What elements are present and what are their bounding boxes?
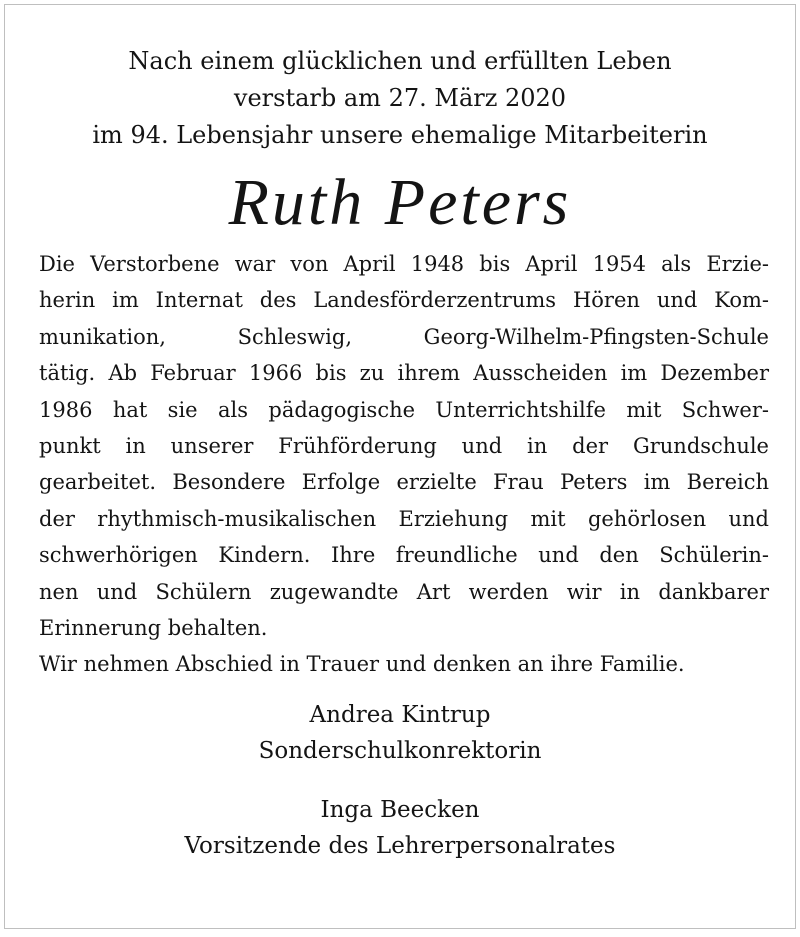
signatory-name: Andrea Kintrup bbox=[309, 702, 491, 728]
intro-line: Nach einem glücklichen und erfüllten Leben bbox=[128, 47, 672, 75]
signature-block bbox=[5, 697, 795, 769]
signatory-role: Sonderschulkonrektorin bbox=[258, 738, 542, 764]
obituary-notice bbox=[4, 4, 796, 929]
deceased-name: Ruth Peters bbox=[228, 166, 572, 239]
body-line: der rhythmisch-musikalischen Erziehung mit gehörlosen und bbox=[39, 506, 769, 531]
body-line: munikation, Schleswig, Georg-Wilhelm-Pfingsten-Schule bbox=[39, 324, 769, 349]
body-line: schwerhörigen Kindern. Ihre freundliche und den Schülerin- bbox=[39, 543, 769, 568]
signatory-role: Vorsitzende des Lehrerpersonalrates bbox=[184, 833, 616, 859]
body-line: punkt in unserer Frühförderung und in der Grundschule bbox=[39, 434, 769, 459]
signature-block bbox=[5, 792, 795, 864]
body-line: nen und Schülern zugewandte Art werden wir in dankbarer bbox=[39, 579, 769, 604]
body-line: tätig. Ab Februar 1966 bis zu ihrem Ausscheiden im Dezember bbox=[39, 361, 769, 386]
body-text bbox=[39, 246, 769, 683]
intro-text bbox=[5, 43, 795, 154]
body-line: Die Verstorbene war von April 1948 bis April 1954 als Erzie- bbox=[39, 252, 769, 276]
body-line: Erinnerung behalten. bbox=[39, 616, 268, 641]
body-line: Wir nehmen Abschied in Trauer und denken an ihre Familie. bbox=[39, 652, 685, 677]
intro-line: verstarb am 27. März 2020 bbox=[233, 84, 567, 112]
body-line: 1986 hat sie als pädagogische Unterrichtshilfe mit Schwer- bbox=[39, 397, 769, 422]
signatory-name: Inga Beecken bbox=[320, 797, 480, 823]
body-line: herin im Internat des Landesförderzentrums Hören und Kom- bbox=[39, 288, 769, 313]
intro-line: im 94. Lebensjahr unsere ehemalige Mitarbeiterin bbox=[92, 121, 708, 149]
body-line: gearbeitet. Besondere Erfolge erzielte Frau Peters im Bereich bbox=[39, 470, 769, 495]
